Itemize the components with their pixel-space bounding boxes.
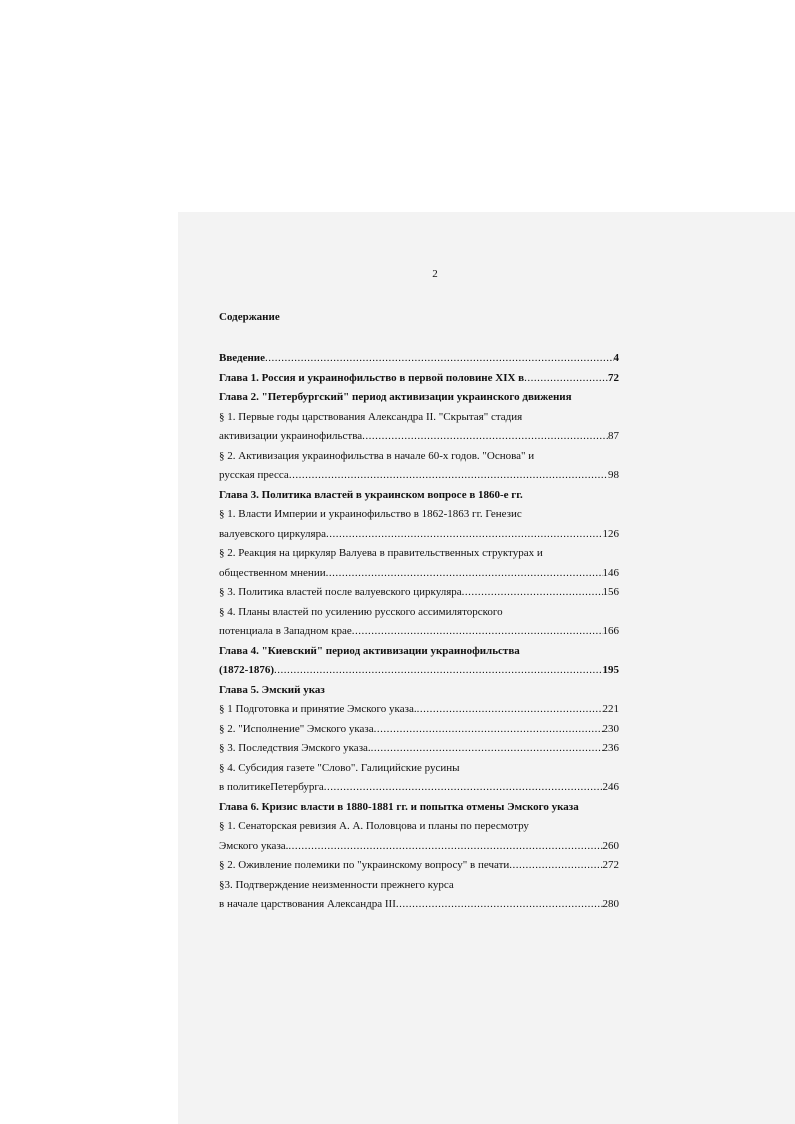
toc-entry-text: § 4. Планы властей по усилению русского ассимиляторского xyxy=(219,605,503,618)
toc-entry-text: Глава 4. "Киевский" период активизации украинофильства xyxy=(219,644,520,657)
toc-entry xyxy=(219,603,619,623)
dot-leader xyxy=(326,564,603,584)
toc-entry xyxy=(219,720,619,740)
toc-entry-page: 98 xyxy=(608,469,619,481)
toc-entry-text: Глава 2. "Петербургский" период активизации украинского движения xyxy=(219,391,572,403)
toc-entry-text: Глава 5. Эмский указ xyxy=(219,683,325,696)
table-of-contents xyxy=(219,349,619,915)
toc-entry xyxy=(219,622,619,642)
dot-leader xyxy=(326,525,603,545)
toc-entry-text: § 2. Реакция на циркуляр Валуева в правительственных структурах и xyxy=(219,547,543,559)
toc-entry-page: 4 xyxy=(613,352,619,364)
toc-entry xyxy=(219,661,619,681)
toc-entry-text: валуевского циркуляра xyxy=(219,527,326,540)
dot-leader xyxy=(289,466,608,486)
toc-entry-text: § 3. Политика властей после валуевского циркуляра xyxy=(219,586,462,598)
toc-entry-page: 195 xyxy=(602,664,619,676)
toc-entry xyxy=(219,564,619,584)
toc-entry-text: § 1. Первые годы царствования Александра II. "Скрытая" стадия xyxy=(219,410,523,423)
toc-entry-page: 230 xyxy=(602,722,619,735)
page-number: 2 xyxy=(432,268,438,280)
toc-entry-page: 146 xyxy=(602,566,619,579)
toc-entry xyxy=(219,486,619,506)
toc-entry-text: Глава 3. Политика властей в украинском вопросе в 1860-е гг. xyxy=(219,488,523,501)
toc-entry xyxy=(219,427,619,447)
toc-entry xyxy=(219,349,619,369)
toc-entry-page: 166 xyxy=(602,625,619,637)
toc-entry-text: § 2. Активизация украинофильства в начале 60-х годов. "Основа" и xyxy=(219,449,535,462)
dot-leader xyxy=(265,349,613,369)
toc-entry xyxy=(219,544,619,564)
toc-entry-text: §3. Подтверждение неизменности прежнего курса xyxy=(219,878,454,891)
dot-leader xyxy=(524,369,608,389)
toc-entry-text: Глава 6. Кризис власти в 1880-1881 гг. и попытка отмены Эмского указа xyxy=(219,800,579,813)
toc-entry xyxy=(219,681,619,701)
toc-entry-page: 156 xyxy=(602,586,619,598)
toc-entry xyxy=(219,525,619,545)
toc-entry-text: § 1. Сенаторская ревизия А. А. Половцова и планы по пересмотру xyxy=(219,820,529,832)
dot-leader xyxy=(324,778,603,798)
toc-entry xyxy=(219,876,619,896)
dot-leader xyxy=(396,895,603,915)
toc-entry-text: § 2. "Исполнение" Эмского указа xyxy=(219,722,374,735)
dot-leader xyxy=(371,739,603,759)
toc-entry-text: § 4. Субсидия газете "Слово". Галицийские русины xyxy=(219,761,460,774)
toc-entry xyxy=(219,369,619,389)
dot-leader xyxy=(362,427,608,447)
toc-entry-text: § 3. Последствия Эмского указа. xyxy=(219,742,371,754)
toc-entry-text: потенциала в Западном крае xyxy=(219,625,352,637)
toc-entry xyxy=(219,856,619,876)
dot-leader xyxy=(509,856,602,876)
toc-entry xyxy=(219,778,619,798)
toc-entry xyxy=(219,642,619,662)
toc-entry xyxy=(219,798,619,818)
toc-entry-text: в начале царствования Александра III xyxy=(219,898,396,910)
toc-entry xyxy=(219,505,619,525)
toc-entry-text: в политикеПетербурга xyxy=(219,781,324,793)
toc-entry xyxy=(219,759,619,779)
toc-entry xyxy=(219,739,619,759)
dot-leader xyxy=(274,661,603,681)
dot-leader xyxy=(374,720,603,740)
toc-entry-text: § 1 Подготовка и принятие Эмского указа. xyxy=(219,703,417,715)
toc-title: Содержание xyxy=(219,311,280,323)
toc-entry-text: активизации украинофильства xyxy=(219,430,363,442)
toc-entry-page: 72 xyxy=(608,371,619,384)
toc-entry-text: § 1. Власти Империи и украинофильство в 1862-1863 гг. Генезис xyxy=(219,508,522,520)
toc-entry-page: 272 xyxy=(602,859,619,871)
toc-entry xyxy=(219,817,619,837)
toc-entry xyxy=(219,388,619,408)
toc-entry-page: 126 xyxy=(602,527,619,540)
toc-entry xyxy=(219,408,619,428)
toc-entry-page: 260 xyxy=(602,839,619,852)
dot-leader xyxy=(288,837,602,857)
toc-entry-page: 221 xyxy=(602,703,619,715)
toc-entry-text: (1872-1876) xyxy=(219,664,274,676)
toc-entry-text: Глава 1. Россия и украинофильство в первой половине XIX в xyxy=(219,371,525,384)
toc-entry xyxy=(219,466,619,486)
toc-entry xyxy=(219,700,619,720)
toc-entry-page: 236 xyxy=(602,742,619,754)
toc-entry-page: 87 xyxy=(608,430,619,442)
toc-entry-text: § 2. Оживление полемики по "украинскому вопросу" в печати xyxy=(219,859,510,871)
toc-entry xyxy=(219,837,619,857)
toc-entry-text: Введение xyxy=(219,352,266,364)
toc-entry-page: 246 xyxy=(602,781,619,793)
dot-leader xyxy=(352,622,603,642)
toc-entry xyxy=(219,583,619,603)
toc-entry-text: общественном мнении xyxy=(219,566,326,579)
toc-entry-text: русская пресса xyxy=(219,469,289,481)
toc-entry-page: 280 xyxy=(602,898,619,910)
toc-entry-text: Эмского указа. xyxy=(219,839,289,852)
toc-entry xyxy=(219,447,619,467)
dot-leader xyxy=(462,583,603,603)
toc-entry xyxy=(219,895,619,915)
dot-leader xyxy=(417,700,603,720)
